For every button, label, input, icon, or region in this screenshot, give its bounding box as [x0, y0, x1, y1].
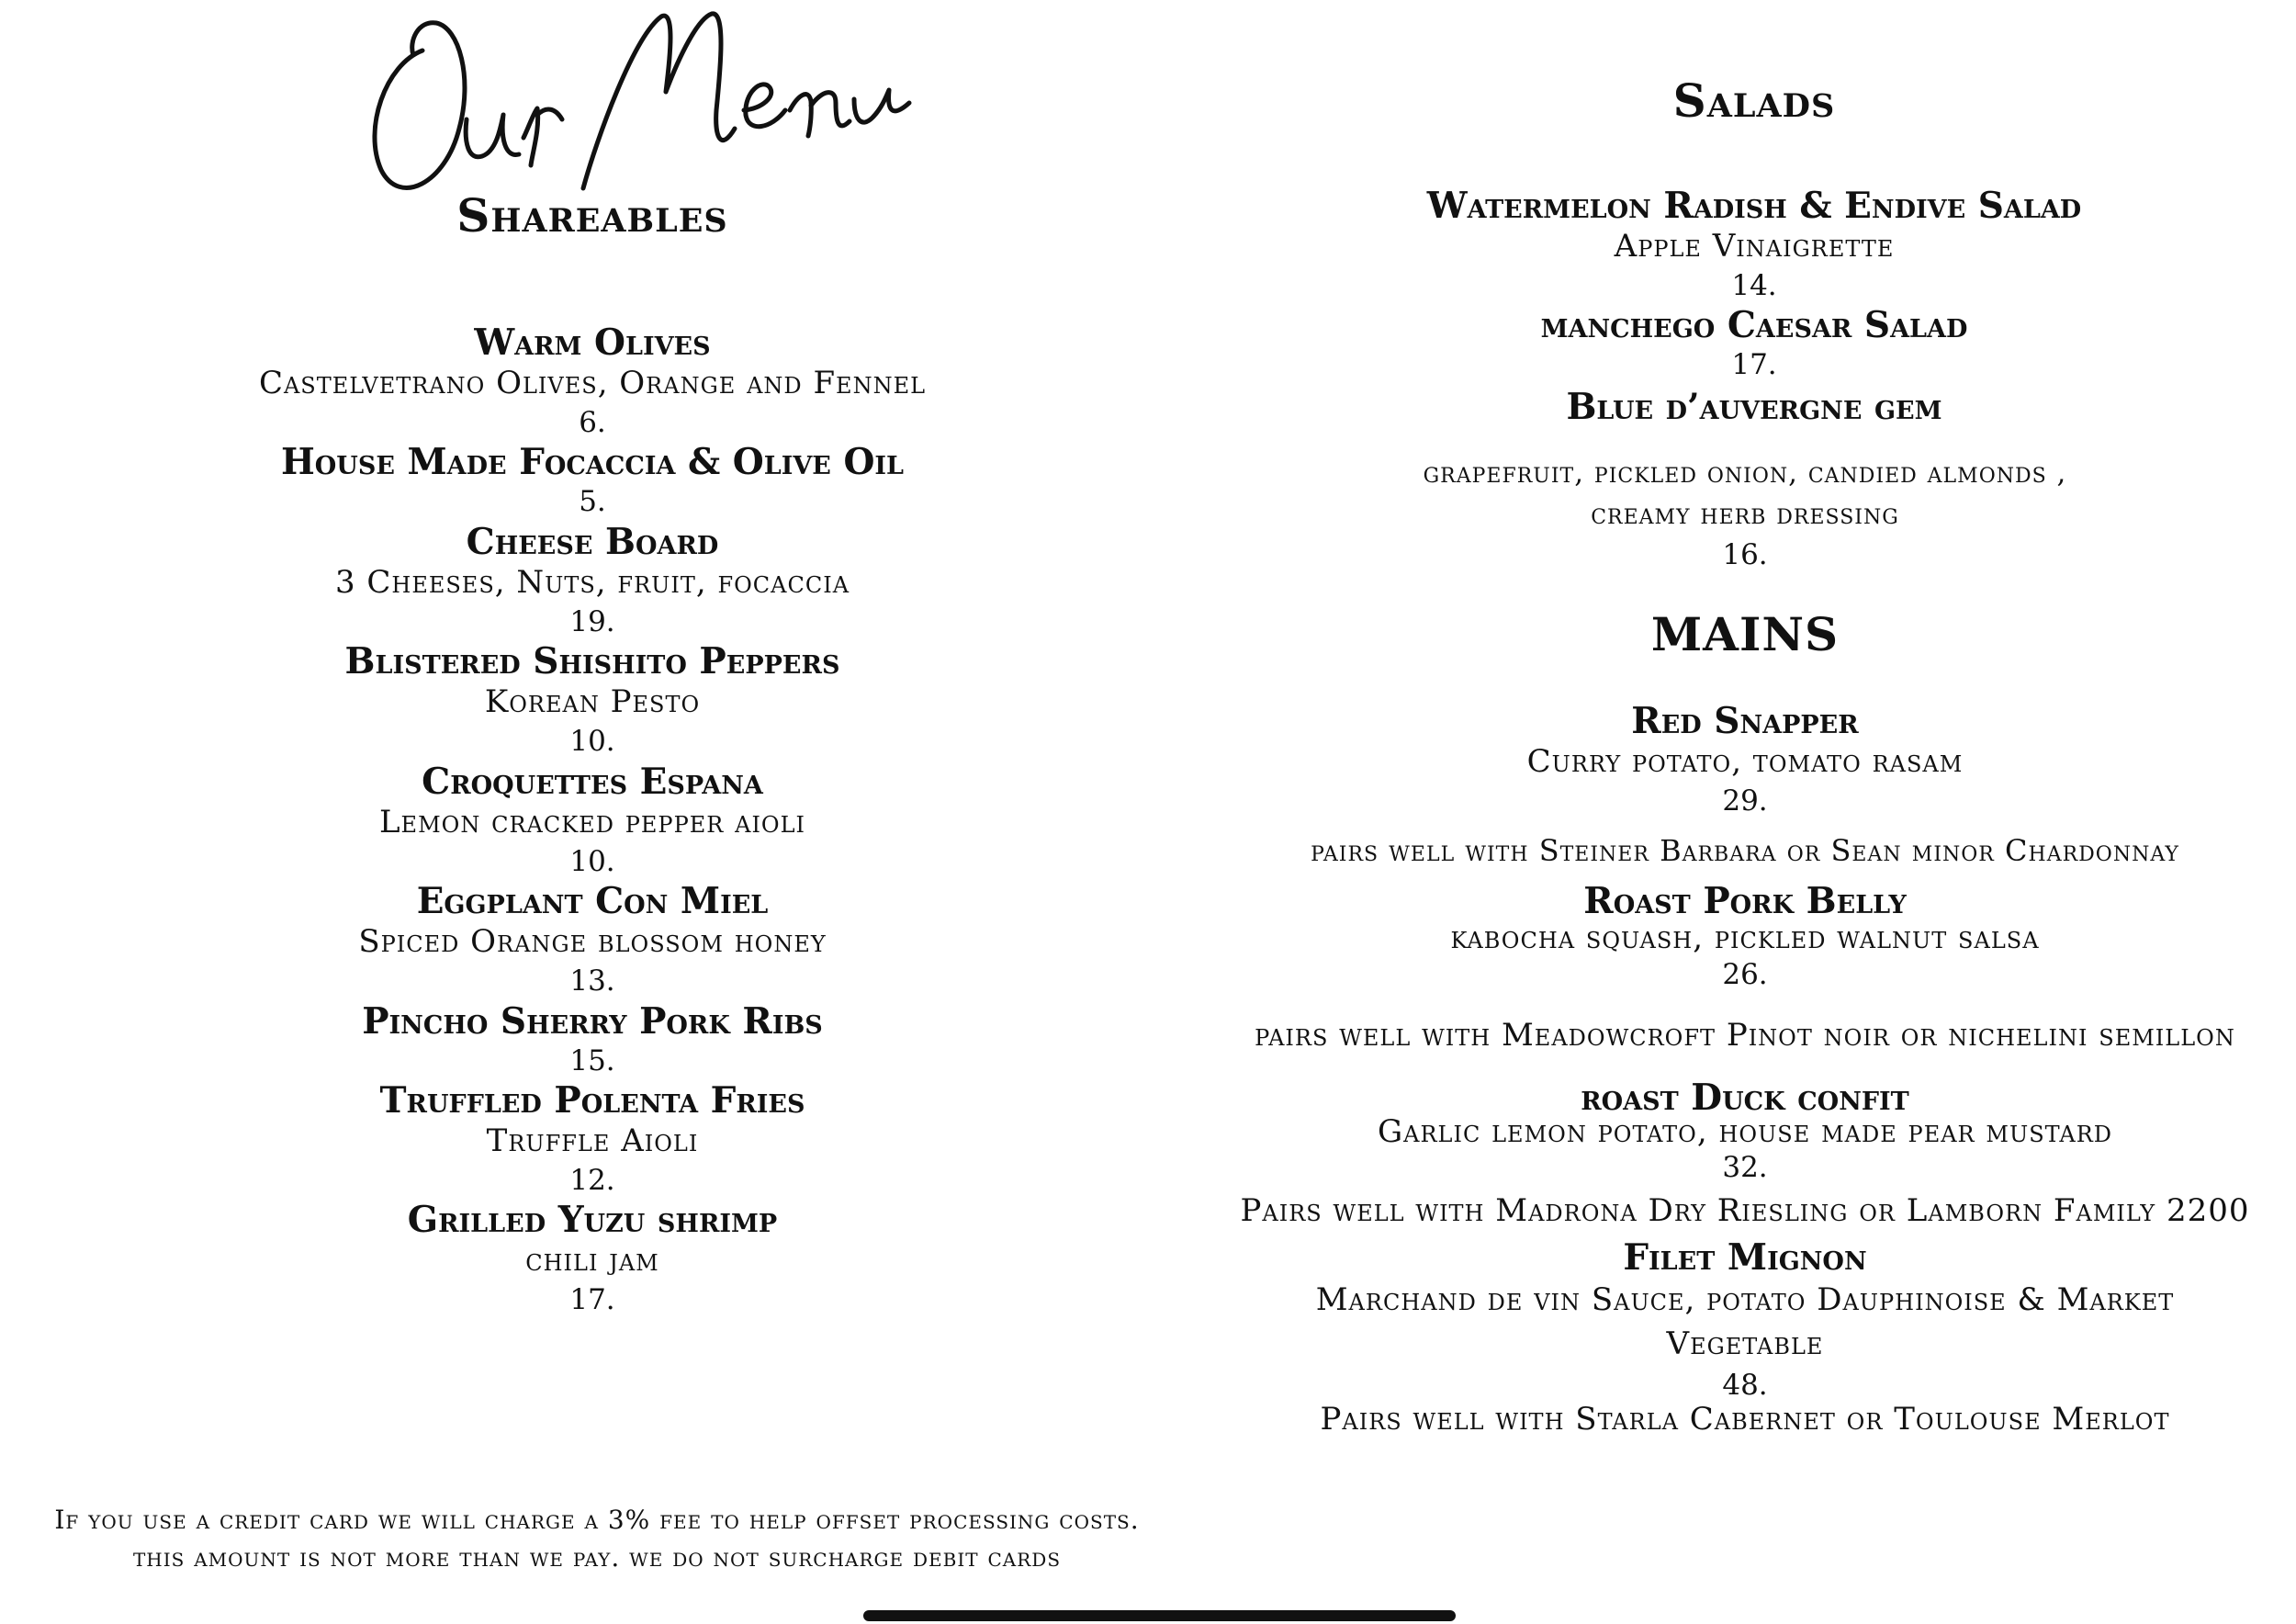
- credit-card-fee-note: If you use a credit card we will charge a 3% fee to help offset processing costs. this amount is not more than we pay. we do not surcharge debit cards: [54, 1505, 1140, 1573]
- salads-mains-column: [1194, 73, 2296, 1438]
- dish-desc: Marchand de vin Sauce, potato Dauphinoise & Market Vegetable: [1315, 1280, 2175, 1363]
- dish-name: Eggplant Con Miel: [416, 880, 769, 923]
- dish-desc: Lemon cracked pepper aioli: [378, 803, 806, 840]
- dish-name: Croquettes Espana: [422, 760, 763, 803]
- dish-price: 10.: [569, 725, 615, 759]
- dish-price: 29.: [1722, 784, 1768, 818]
- dish-price: 48.: [1722, 1368, 1768, 1402]
- dish-desc: grapefruit, pickled onion, candied almonds , creamy herb dressing: [1423, 456, 2067, 531]
- dish-desc: Apple Vinaigrette: [1614, 227, 1895, 265]
- shareables-column: [92, 188, 1093, 1321]
- dish-desc: chili jam: [525, 1242, 659, 1280]
- dish-price: 12.: [569, 1163, 615, 1197]
- dish-name: Blistered Shishito Peppers: [344, 640, 840, 683]
- menu-title-script: [358, 0, 928, 211]
- dish-name: Truffled Polenta Fries: [379, 1078, 805, 1122]
- shareables-heading: Shareables: [456, 188, 728, 242]
- salads-heading: Salads: [1672, 73, 1836, 128]
- wine-pairing: pairs well with Steiner Barbara or Sean minor Chardonnay: [1311, 833, 2179, 869]
- dish-name: Cheese Board: [466, 520, 719, 563]
- dish-price: 14.: [1731, 269, 1777, 303]
- home-indicator-bar[interactable]: [863, 1610, 1456, 1621]
- dish-price: 6.: [579, 406, 606, 440]
- dish-desc: Korean Pesto: [484, 683, 701, 721]
- dish-name: Blue d’auvergne gem: [1566, 385, 1942, 428]
- dish-desc: Truffle Aioli: [486, 1122, 699, 1159]
- dish-price: 10.: [569, 844, 615, 878]
- dish-desc: Spiced Orange blossom honey: [358, 923, 827, 961]
- dish-name: Watermelon Radish & Endive Salad: [1426, 185, 2082, 227]
- wine-pairing: Pairs well with Madrona Dry Riesling or Lamborn Family 2200: [1240, 1191, 2250, 1229]
- dish-name: House Made Focaccia & Olive Oil: [280, 441, 905, 484]
- dish-desc: Garlic lemon potato, house made pear mustard: [1377, 1112, 2113, 1150]
- dish-desc: Curry potato, tomato rasam: [1526, 742, 1964, 780]
- dish-name: roast Duck confit: [1581, 1076, 1909, 1119]
- mains-heading: MAINS: [1650, 606, 1840, 661]
- dish-name: manchego Caesar Salad: [1540, 304, 1968, 347]
- dish-name: Grilled Yuzu shrimp: [407, 1199, 778, 1242]
- dish-name: Pincho Sherry Pork Ribs: [362, 999, 823, 1043]
- dish-price: 5.: [579, 485, 606, 519]
- dish-price: 17.: [569, 1283, 615, 1317]
- dish-price: 13.: [569, 964, 615, 998]
- wine-pairing: Pairs well with Starla Cabernet or Toulouse Merlot: [1320, 1400, 2170, 1438]
- dish-price: 19.: [569, 604, 615, 638]
- dish-desc: kabocha squash, pickled walnut salsa: [1450, 919, 2040, 956]
- dish-name: Filet Mignon: [1623, 1236, 1867, 1280]
- dish-price: 32.: [1722, 1151, 1768, 1185]
- menu-title-lettering: [358, 0, 928, 211]
- dish-desc: Castelvetrano Olives, Orange and Fennel: [258, 364, 927, 401]
- dish-name: Red Snapper: [1631, 699, 1859, 742]
- wine-pairing: pairs well with Meadowcroft Pinot noir or nichelini semillon: [1255, 1017, 2235, 1054]
- dish-price: 16.: [1722, 537, 1768, 571]
- dish-name: Warm Olives: [474, 321, 711, 364]
- dish-desc: 3 Cheeses, Nuts, fruit, focaccia: [334, 563, 850, 601]
- dish-price: 26.: [1722, 958, 1768, 992]
- dish-price: 15.: [569, 1043, 615, 1077]
- dish-name: Roast Pork Belly: [1583, 879, 1907, 922]
- dish-price: 17.: [1731, 348, 1777, 382]
